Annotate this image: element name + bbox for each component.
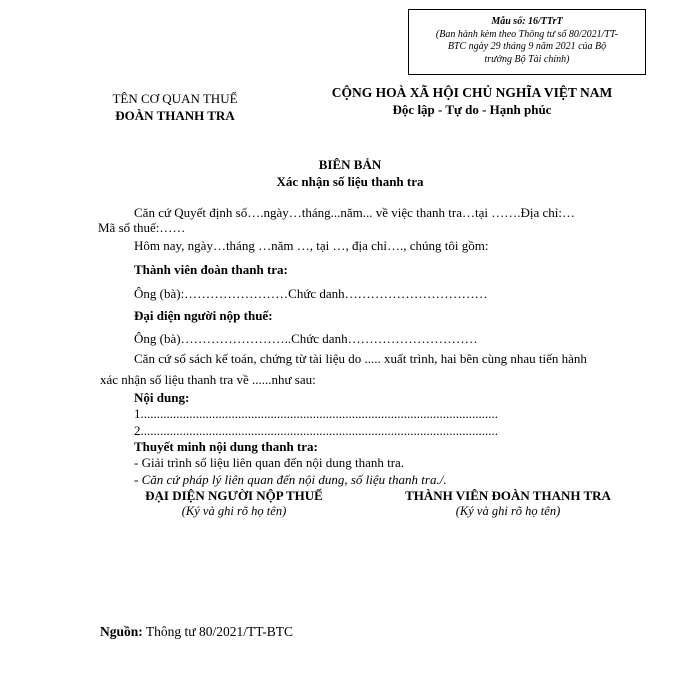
form-code-box xyxy=(408,9,646,75)
agency-name: TÊN CƠ QUAN THUẾ xyxy=(112,91,238,106)
form-note-line-2: BTC ngày 29 tháng 9 năm 2021 của Bộ xyxy=(447,41,607,52)
nation-name: CỘNG HOÀ XÃ HỘI CHỦ NGHĨA VIỆT NAM xyxy=(331,85,613,100)
form-note-line-1: (Ban hành kèm theo Thông tư số 80/2021/TT- xyxy=(435,28,619,40)
inspector-signature-title: THÀNH VIÊN ĐOÀN THANH TRA xyxy=(405,488,611,503)
document-title: BIÊN BẢN xyxy=(318,157,382,172)
taxpayer-signature-title: ĐẠI DIỆN NGƯỜI NỘP THUẾ xyxy=(145,488,323,503)
inspector-signature-note: (Ký và ghi rõ họ tên) xyxy=(455,504,561,518)
taxpayer-signature-block xyxy=(104,488,364,519)
explain-heading: Thuyết minh nội dung thanh tra: xyxy=(134,439,318,454)
form-code: Mẫu số: 16/TTrT xyxy=(491,16,563,27)
records-line-1: Căn cứ sổ sách kế toán, chứng từ tài liệu do ..... xuất trình, hai bên cùng nhau tiến hành xyxy=(134,351,587,366)
content-item-1: 1.............................................................................................................. xyxy=(134,406,498,421)
source-text: Thông tư 80/2021/TT-BTC xyxy=(142,624,293,639)
source-label: Nguồn: xyxy=(100,624,143,639)
source-line xyxy=(100,624,293,640)
agency-header xyxy=(104,90,246,124)
content-item-2: 2.............................................................................................................. xyxy=(134,423,498,438)
records-line-2: xác nhận số liệu thanh tra về ......như sau: xyxy=(100,372,316,387)
explain-item-1: - Giải trình số liệu liên quan đến nội dung thanh tra. xyxy=(134,455,405,470)
team-name: ĐOÀN THANH TRA xyxy=(115,108,235,123)
form-note-line-3: trưởng Bộ Tài chính) xyxy=(484,53,570,65)
content-heading: Nội dung: xyxy=(134,390,190,405)
basis-line-1: Căn cứ Quyết định số….ngày…tháng...năm... về việc thanh tra…tại …….Địa chỉ:… xyxy=(134,205,576,220)
member-line: Ông (bà):……………………Chức danh…………………………… xyxy=(134,286,488,301)
basis-line-2: Mã số thuế:…… xyxy=(98,220,186,235)
taxpayer-line: Ông (bà)……………………..Chức danh………………………… xyxy=(134,331,478,346)
today-line: Hôm nay, ngày…tháng …năm …, tại …, địa chỉ…., chúng tôi gồm: xyxy=(134,238,489,253)
inspector-signature-block xyxy=(378,488,638,519)
document-subtitle: Xác nhận số liệu thanh tra xyxy=(276,174,424,189)
explain-item-2: - Căn cứ pháp lý liên quan đến nội dung, số liệu thanh tra./. xyxy=(134,472,447,487)
members-heading: Thành viên đoàn thanh tra: xyxy=(134,262,288,277)
national-motto: Độc lập - Tự do - Hạnh phúc xyxy=(392,102,552,117)
taxpayer-heading: Đại diện người nộp thuế: xyxy=(134,308,273,323)
nation-header xyxy=(318,84,626,118)
taxpayer-signature-note: (Ký và ghi rõ họ tên) xyxy=(181,504,287,518)
